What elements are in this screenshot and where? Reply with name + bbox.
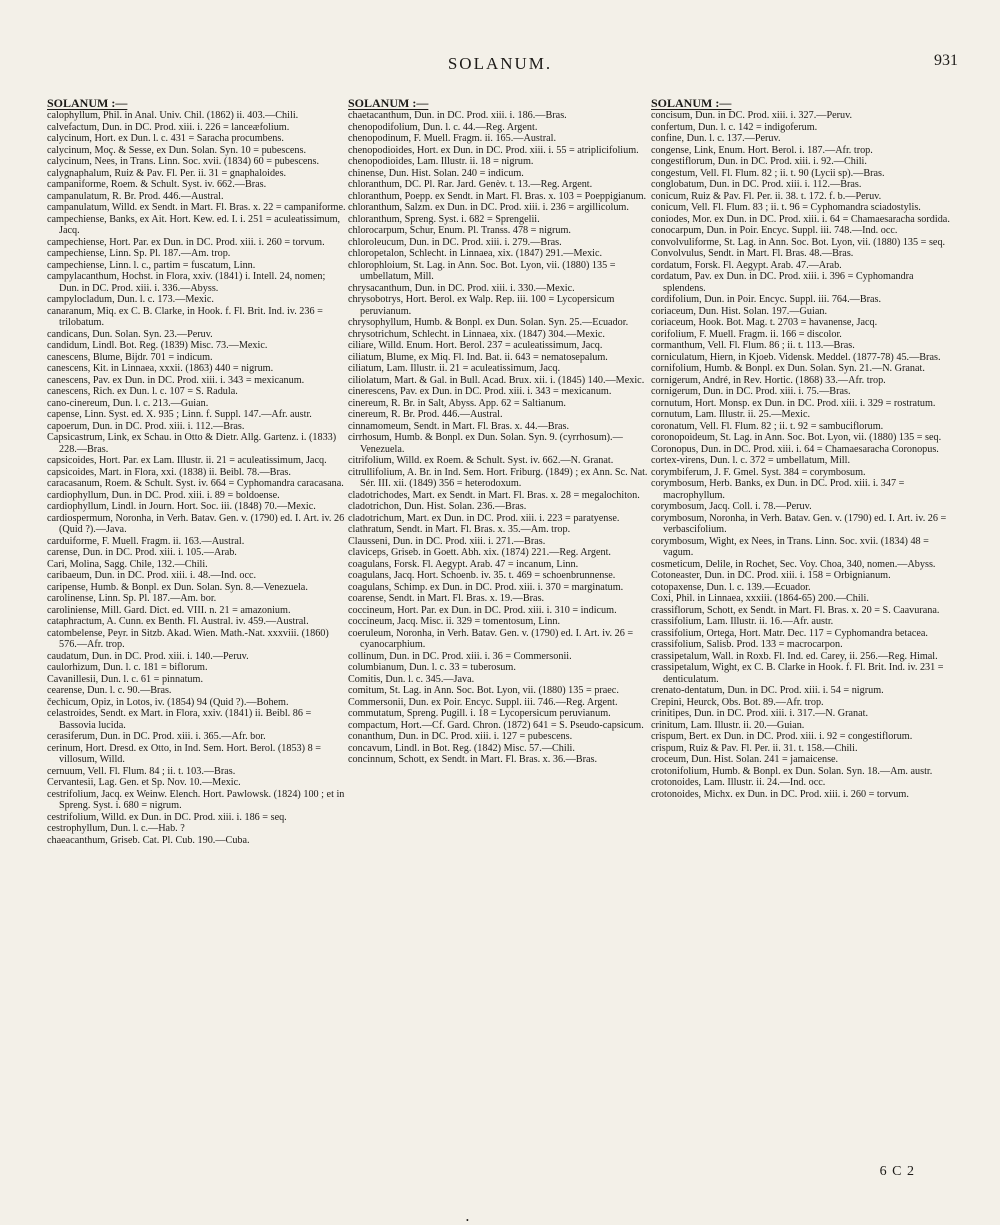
index-entry: comitum, St. Lag. in Ann. Soc. Bot. Lyon, vii. (1880) 135 = praec.	[348, 685, 619, 696]
page-number: 931	[934, 52, 958, 69]
index-entry: cinereum, R. Br. Prod. 446.—Austral.	[348, 409, 503, 420]
index-entry: clathratum, Sendt. in Mart. Fl. Bras. x. 35.—Am. trop.	[348, 524, 571, 535]
index-entry: canescens, Pav. ex Dun. in DC. Prod. xiii. i. 343 = mexicanum.	[47, 374, 305, 386]
index-entry: crispum, Ruiz & Pav. Fl. Per. ii. 31. t. 158.—Chili.	[651, 742, 858, 754]
index-entry: corymbosum, Jacq. Coll. i. 78.—Peruv.	[651, 501, 812, 512]
index-entry: crassiflorum, Schott, ex Sendt. in Mart. Fl. Bras. x. 20 = S. Caavurana.	[651, 604, 940, 616]
index-entry: cosmeticum, Delile, in Rochet, Sec. Voy. Choa, 340, nomen.—Abyss.	[651, 558, 936, 570]
index-entry: cotopaxense, Dun. l. c. 139.—Ecuador.	[651, 581, 811, 593]
index-entry: chloranthum, Spreng. Syst. i. 682 = Sprengelii.	[348, 213, 540, 225]
index-entry: chenopodioides, Hort. ex Dun. in DC. Prod. xiii. i. 55 = atriplicifolium.	[348, 144, 639, 156]
index-entry: cladotrichodes, Mart. ex Sendt. in Mart. Fl. Bras. x. 28 = megalochiton.	[348, 489, 640, 501]
index-entry: cearense, Dun. l. c. 90.—Bras.	[47, 685, 172, 696]
index-entry: campechiense, Linn. l. c., partim = fuscatum, Linn.	[47, 259, 256, 271]
index-entry: canescens, Blume, Bijdr. 701 = indicum.	[47, 351, 213, 363]
index-entry: caribaeum, Dun. in DC. Prod. xiii. i. 48.—Ind. occ.	[47, 570, 257, 581]
index-entry: carolinense, Linn. Sp. Pl. 187.—Am. bor.	[47, 593, 217, 604]
column-2	[348, 97, 648, 1167]
index-entry: Cervantesii, Lag. Gen. et Sp. Nov. 10.—Mexic.	[47, 777, 241, 788]
index-entry: Cari, Molina, Sagg. Chile, 132.—Chili.	[47, 558, 208, 570]
index-entry: cladotrichum, Mart. ex Dun. in DC. Prod. xiii. i. 223 = paratyense.	[348, 512, 620, 524]
index-entry: ciliatum, Lam. Illustr. ii. 21 = aculeatissimum, Jacq.	[348, 363, 561, 374]
index-entry: conocarpum, Dun. in Poir. Encyc. Suppl. iii. 748.—Ind. occ.	[651, 225, 898, 236]
index-entry: candidum, Lindl. Bot. Reg. (1839) Misc. 73.—Mexic.	[47, 340, 268, 351]
index-entry: congestum, Vell. Fl. Flum. 82 ; ii. t. 90 (Lycii sp).—Bras.	[651, 167, 885, 179]
column-heading: SOLANUM :—	[47, 97, 128, 110]
index-entry: caulorhizum, Dun. l. c. 181 = biflorum.	[47, 662, 208, 673]
index-entry: calycinum, Moç. & Sesse, ex Dun. Solan. Syn. 10 = pubescens.	[47, 144, 306, 156]
index-entry: congense, Link, Enum. Hort. Berol. i. 187.—Afr. trop.	[651, 144, 873, 156]
index-entry: chenopodifolium, Dun. l. c. 44.—Reg. Argent.	[348, 121, 538, 133]
index-entry: crotonoides, Michx. ex Dun. in DC. Prod. xiii. i. 260 = torvum.	[651, 788, 909, 800]
index-entry: cinerescens, Pav. ex Dun. in DC. Prod. xiii. i. 343 = mexicanum.	[348, 386, 612, 397]
index-entry: corymbiferum, J. F. Gmel. Syst. 384 = corymbosum.	[651, 466, 866, 478]
index-entry: čechicum, Opiz, in Lotos, iv. (1854) 94 (Quid ?).—Bohem.	[47, 696, 289, 708]
index-entry: caripense, Humb. & Bonpl. ex Dun. Solan. Syn. 8.—Venezuela.	[47, 581, 308, 593]
index-entry: claviceps, Griseb. in Goett. Abh. xix. (1874) 221.—Reg. Argent.	[348, 547, 611, 558]
index-entry: calophyllum, Phil. in Anal. Univ. Chil. (1862) ii. 403.—Chili.	[47, 110, 299, 121]
index-entry: cestrifolium, Jacq. ex Weinw. Elench. Hort. Pawlowsk. (1824) 100 ; et in Spreng. Syst. i. 680 = nigrum.	[47, 788, 345, 811]
index-entry: cardiophyllum, Dun. in DC. Prod. xiii. i. 89 = boldoense.	[47, 489, 280, 501]
index-entry: campechiense, Linn. Sp. Pl. 187.—Am. trop.	[47, 248, 231, 259]
index-entry: crassipetalum, Wight, ex C. B. Clarke in Hook. f. Fl. Brit. Ind. iv. 231 = denticulatum.	[651, 662, 944, 685]
index-entry: crassipetalum, Wall. in Roxb. Fl. Ind. ed. Carey, ii. 256.—Reg. Himal.	[651, 650, 938, 662]
index-entry: caudatum, Dun. in DC. Prod. xiii. i. 140.—Peruv.	[47, 650, 249, 662]
index-entry: crotonifolium, Humb. & Bonpl. ex Dun. Solan. Syn. 18.—Am. austr.	[651, 765, 933, 777]
column-heading: SOLANUM :—	[651, 97, 732, 110]
index-entry: cordatum, Forsk. Fl. Aegypt. Arab. 47.—Arab.	[651, 259, 842, 271]
index-entry: cerinum, Hort. Dresd. ex Otto, in Ind. Sem. Hort. Berol. (1853) 8 = villosum, Willd.	[47, 742, 321, 765]
index-entry: convolvuliforme, St. Lag. in Ann. Soc. Bot. Lyon, vii. (1880) 135 = seq.	[651, 236, 946, 248]
index-entry: congestiflorum, Dun. in DC. Prod. xiii. i. 92.—Chili.	[651, 156, 867, 167]
index-entry: chinense, Dun. Hist. Solan. 240 = indicum.	[348, 167, 524, 179]
index-entry: corifolium, F. Muell. Fragm. ii. 166 = discolor.	[651, 328, 842, 340]
index-entry: coriaceum, Dun. Hist. Solan. 197.—Guian.	[651, 305, 827, 317]
index-entry: campechiense, Hort. Par. ex Dun. in DC. Prod. xiii. i. 260 = torvum.	[47, 236, 325, 248]
index-entry: conglobatum, Dun. in DC. Prod. xiii. i. 112.—Bras.	[651, 179, 862, 190]
index-entry: canescens, Kit. in Linnaea, xxxii. (1863) 440 = nigrum.	[47, 363, 274, 374]
column-heading: SOLANUM :—	[348, 97, 429, 110]
index-entry: conicum, Ruiz & Pav. Fl. Per. ii. 38. t. 172. f. b.—Peruv.	[651, 190, 882, 202]
index-entry: campaniforme, Roem. & Schult. Syst. iv. 662.—Bras.	[47, 179, 267, 190]
index-entry: Comitis, Dun. l. c. 345.—Java.	[348, 673, 475, 685]
index-entry: crassifolium, Salisb. Prod. 133 = macrocarpon.	[651, 639, 843, 650]
index-entry: coccineum, Jacq. Misc. ii. 329 = tomentosum, Linn.	[348, 616, 561, 627]
index-entry: capoerum, Dun. in DC. Prod. xiii. i. 112.—Bras.	[47, 420, 245, 432]
index-entry: Crepini, Heurck, Obs. Bot. 89.—Afr. trop.	[651, 696, 824, 708]
index-entry: coronatum, Vell. Fl. Flum. 82 ; ii. t. 92 = sambuciflorum.	[651, 420, 884, 432]
index-entry: chloranthum, Poepp. ex Sendt. in Mart. Fl. Bras. x. 103 = Poeppigianum.	[348, 190, 647, 202]
index-entry: cardiospermum, Noronha, in Verh. Batav. Gen. v. (1790) ed. I. Art. iv. 26 (Quid ?).—Java.	[47, 512, 345, 535]
index-entry: campechiense, Banks, ex Ait. Hort. Kew. ed. I. i. 251 = aculeatissimum, Jacq.	[47, 213, 341, 236]
index-entry: cordifolium, Dun. in Poir. Encyc. Suppl. iii. 764.—Bras.	[651, 294, 882, 305]
index-entry: coronopoideum, St. Lag. in Ann. Soc. Bot. Lyon, vii. (1880) 135 = seq.	[651, 432, 942, 443]
index-entry: chloropetalon, Schlecht. in Linnaea, xix. (1847) 291.—Mexic.	[348, 248, 603, 259]
column-3	[651, 97, 951, 1167]
index-entry: ciliare, Willd. Enum. Hort. Berol. 237 = aculeatissimum, Jacq.	[348, 340, 603, 351]
index-entry: chloranthum, Salzm. ex Dun. in DC. Prod. xiii. i. 236 = argillicolum.	[348, 202, 629, 213]
index-entry: celastroides, Sendt. ex Mart. in Flora, xxiv. (1841) ii. Beibl. 86 = Bassovia lucida.	[47, 708, 312, 731]
index-entry: concavum, Lindl. in Bot. Reg. (1842) Misc. 57.—Chili.	[348, 742, 575, 754]
index-entry: crinitipes, Dun. in DC. Prod. xiii. i. 317.—N. Granat.	[651, 708, 869, 719]
index-entry: cirrhosum, Humb. & Bonpl. ex Dun. Solan. Syn. 9. (cyrrhosum).—Venezuela.	[348, 432, 623, 455]
index-entry: Coronopus, Dun. in DC. Prod. xiii. i. 64 = Chamaesaracha Coronopus.	[651, 443, 939, 455]
index-entry: Cavanillesii, Dun. l. c. 61 = pinnatum.	[47, 673, 203, 685]
index-entry: cardiophyllum, Lindl. in Journ. Hort. Soc. iii. (1848) 70.—Mexic.	[47, 501, 316, 512]
index-entry: calvefactum, Dun. in DC. Prod. xiii. i. 226 = lanceæfolium.	[47, 121, 290, 133]
index-entry: cornutum, Lam. Illustr. ii. 25.—Mexic.	[651, 409, 811, 420]
index-entry: commutatum, Spreng. Pugill. i. 18 = Lycopersicum peruvianum.	[348, 708, 611, 719]
index-entry: chloranthum, DC. Pl. Rar. Jard. Genèv. t. 13.—Reg. Argent.	[348, 179, 593, 190]
index-entry: columbianum, Dun. l. c. 33 = tuberosum.	[348, 662, 516, 673]
index-entry: coriaceum, Hook. Bot. Mag. t. 2703 = havanense, Jacq.	[651, 317, 878, 328]
index-entry: cordatum, Pav. ex Dun. in DC. Prod. xiii. i. 396 = Cyphomandra splendens.	[651, 271, 914, 294]
index-entry: campanulatum, Willd. ex Sendt. in Mart. Fl. Bras. x. 22 = campaniforme.	[47, 202, 346, 213]
index-entry: carduiforme, F. Muell. Fragm. ii. 163.—Austral.	[47, 535, 245, 547]
index-entry: coarense, Sendt. in Mart. Fl. Bras. x. 19.—Bras.	[348, 593, 545, 604]
index-entry: Cotoneaster, Dun. in DC. Prod. xiii. i. 158 = Orbignianum.	[651, 570, 891, 581]
index-entry: coagulans, Jacq. Hort. Schoenb. iv. 35. t. 469 = schoenbrunnense.	[348, 570, 616, 581]
index-entry: compactum, Hort.—Cf. Gard. Chron. (1872) 641 = S. Pseudo-capsicum.	[348, 719, 644, 731]
index-entry: collinum, Dun. in DC. Prod. xiii. i. 36 = Commersonii.	[348, 650, 572, 662]
index-entry: cornigerum, André, in Rev. Hortic. (1868) 33.—Afr. trop.	[651, 374, 886, 386]
index-entry: ciliolatum, Mart. & Gal. in Bull. Acad. Brux. xii. i. (1845) 140.—Mexic.	[348, 374, 645, 386]
index-entry: croceum, Dun. Hist. Solan. 241 = jamaicense.	[651, 754, 839, 765]
index-entry: chrysophyllum, Humb. & Bonpl. ex Dun. Solan. Syn. 25.—Ecuador.	[348, 317, 629, 328]
index-entry: crispum, Bert. ex Dun. in DC. Prod. xiii. i. 92 = congestiflorum.	[651, 731, 913, 742]
index-entry: corniculatum, Hiern, in Kjoeb. Vidensk. Meddel. (1877-78) 45.—Bras.	[651, 351, 941, 363]
index-entry: concinnum, Schott, ex Sendt. in Mart. Fl. Bras. x. 36.—Bras.	[348, 754, 598, 765]
index-entry: corymbosum, Noronha, in Verh. Batav. Gen. v. (1790) ed. I. Art. iv. 26 = verbascifolium.	[651, 512, 947, 535]
index-entry: cataphractum, A. Cunn. ex Benth. Fl. Austral. iv. 459.—Austral.	[47, 616, 309, 627]
index-entry: chloroleucum, Dun. in DC. Prod. xiii. i. 279.—Bras.	[348, 236, 562, 248]
index-entry: cornigerum, Dun. in DC. Prod. xiii. i. 75.—Bras.	[651, 386, 851, 397]
index-entry: campanulatum, R. Br. Prod. 446.—Austral.	[47, 190, 224, 202]
index-entry: Capsicastrum, Link, ex Schau. in Otto & Dietr. Allg. Gartenz. i. (1833) 228.—Bras.	[47, 432, 337, 455]
index-entry: canaranum, Miq. ex C. B. Clarke, in Hook. f. Fl. Brit. Ind. iv. 236 = trilobatum.	[47, 305, 323, 328]
index-entry: capense, Linn. Syst. ed. X. 935 ; Linn. f. Suppl. 147.—Afr. austr.	[47, 409, 312, 420]
index-entry: cano-cinereum, Dun. l. c. 213.—Guian.	[47, 397, 209, 409]
index-entry: crinitum, Lam. Illustr. ii. 20.—Guian.	[651, 719, 805, 731]
index-entry: calycinum, Nees, in Trans. Linn. Soc. xvii. (1834) 60 = pubescens.	[47, 156, 320, 167]
index-entry: coagulans, Forsk. Fl. Aegypt. Arab. 47 = incanum, Linn.	[348, 558, 579, 570]
index-entry: cornifolium, Humb. & Bonpl. ex Dun. Solan. Syn. 21.—N. Granat.	[651, 363, 925, 374]
index-entry: chrysacanthum, Dun. in DC. Prod. xiii. i. 330.—Mexic.	[348, 282, 575, 294]
index-entry: cinereum, R. Br. in Salt, Abyss. App. 62 = Saltianum.	[348, 397, 566, 409]
index-entry: chenopodinum, F. Muell. Fragm. ii. 165.—Austral.	[348, 133, 557, 144]
index-entry: concisum, Dun. in DC. Prod. xiii. i. 327.—Peruv.	[651, 110, 853, 121]
index-entry: citrifolium, Willd. ex Roem. & Schult. Syst. iv. 662.—N. Granat.	[348, 455, 614, 466]
index-entry: cornutum, Hort. Monsp. ex Dun. in DC. Prod. xiii. i. 329 = rostratum.	[651, 397, 936, 409]
index-entry: chlorocarpum, Schur, Enum. Pl. Transs. 478 = nigrum.	[348, 225, 571, 236]
index-entry: candicans, Dun. Solan. Syn. 23.—Peruv.	[47, 328, 213, 340]
index-entry: capsicoides, Hort. Par. ex Lam. Illustr. ii. 21 = aculeatissimum, Jacq.	[47, 455, 327, 466]
index-entry: corymbosum, Herb. Banks, ex Dun. in DC. Prod. xiii. i. 347 = macrophyllum.	[651, 478, 905, 501]
index-entry: conanthum, Dun. in DC. Prod. xiii. i. 127 = pubescens.	[348, 731, 573, 742]
index-entry: crenato-dentatum, Dun. in DC. Prod. xiii. i. 54 = nigrum.	[651, 685, 884, 696]
index-entry: calygnaphalum, Ruiz & Pav. Fl. Per. ii. 31 = gnaphaloides.	[47, 167, 287, 179]
column-1	[47, 97, 347, 1167]
index-entry: coeruleum, Noronha, in Verh. Batav. Gen. v. (1790) ed. I. Art. iv. 26 = cyanocarphium.	[348, 627, 634, 650]
index-entry: crotonoides, Lam. Illustr. ii. 24.—Ind. occ.	[651, 777, 826, 788]
index-entry: cladotrichon, Dun. Hist. Solan. 236.—Bras.	[348, 501, 527, 512]
index-entry: chlorophloium, St. Lag. in Ann. Soc. Bot. Lyon, vii. (1880) 135 = umbellatum, Mill.	[348, 259, 616, 282]
index-entry: catombelense, Peyr. in Sitzb. Akad. Wien. Math.-Nat. xxxviii. (1860) 576.—Afr. trop.	[47, 627, 329, 650]
index-entry: cinnamomeum, Sendt. in Mart. Fl. Bras. x. 44.—Bras.	[348, 420, 569, 432]
index-entry: capsicoides, Mart. in Flora, xxi. (1838) ii. Beibl. 78.—Bras.	[47, 466, 291, 478]
index-entry: caroliniense, Mill. Gard. Dict. ed. VIII. n. 21 = amazonium.	[47, 604, 291, 616]
index-entry: crassifolium, Ortega, Hort. Matr. Dec. 117 = Cyphomandra betacea.	[651, 627, 928, 639]
index-entry: cestrifolium, Willd. ex Dun. in DC. Prod. xiii. i. 186 = seq.	[47, 811, 287, 823]
index-entry: Commersonii, Dun. ex Poir. Encyc. Suppl. iii. 746.—Reg. Argent.	[348, 696, 618, 708]
index-entry: coniodes, Mor. ex Dun. in DC. Prod. xiii. i. 64 = Chamaesaracha sordida.	[651, 213, 950, 225]
index-entry: chrysotrichum, Schlecht. in Linnaea, xix. (1847) 304.—Mexic.	[348, 328, 605, 340]
index-entry: coccineum, Hort. Par. ex Dun. in DC. Prod. xiii. i. 310 = indicum.	[348, 604, 617, 616]
index-entry: Coxi, Phil. in Linnaea, xxxiii. (1864-65) 200.—Chili.	[651, 593, 869, 604]
index-entry: conicum, Vell. Fl. Flum. 83 ; ii. t. 96 = Cyphomandra sciadostylis.	[651, 202, 921, 213]
running-head: SOLANUM.	[447, 54, 553, 73]
index-entry: confine, Dun. l. c. 137.—Peruv.	[651, 133, 781, 144]
index-entry: cormanthum, Vell. Fl. Flum. 86 ; ii. t. 113.—Bras.	[651, 340, 855, 351]
index-entry: chaetacanthum, Dun. in DC. Prod. xiii. i. 186.—Bras.	[348, 110, 567, 121]
index-entry: cerasiferum, Dun. in DC. Prod. xiii. i. 365.—Afr. bor.	[47, 731, 266, 742]
index-entry: ciliatum, Blume, ex Miq. Fl. Ind. Bat. ii. 643 = nematosepalum.	[348, 351, 608, 363]
index-entry: coagulans, Schimp. ex Dun. in DC. Prod. xiii. i. 370 = marginatum.	[348, 581, 624, 593]
index-entry: citrullifolium, A. Br. in Ind. Sem. Hort. Friburg. (1849) ; ex Ann. Sc. Nat. Sér. III. xii. (1849) 356 = heterodoxum.	[348, 466, 648, 489]
index-entry: campylacanthum, Hochst. in Flora, xxiv. (1841) i. Intell. 24, nomen; Dun. in DC. Prod. xiii. i. 336.—Abyss.	[47, 271, 326, 294]
index-entry: canescens, Rich. ex Dun. l. c. 107 = S. Radula.	[47, 386, 238, 397]
index-entry: cestrophyllum, Dun. l. c.—Hab. ?	[47, 823, 185, 834]
index-entry: corymbosum, Wight, ex Nees, in Trans. Linn. Soc. xvii. (1834) 48 = vagum.	[651, 535, 929, 558]
index-entry: crassifolium, Lam. Illustr. ii. 16.—Afr. austr.	[651, 616, 834, 627]
index-entry: cernuum, Vell. Fl. Flum. 84 ; ii. t. 103.—Bras.	[47, 765, 236, 777]
index-entry: caracasanum, Roem. & Schult. Syst. iv. 664 = Cyphomandra caracasana.	[47, 478, 344, 489]
index-entry: confertum, Dun. l. c. 142 = indigoferum.	[651, 121, 818, 133]
index-entry: cortex-virens, Dun. l. c. 372 = umbellatum, Mill.	[651, 455, 850, 466]
index-entry: Convolvulus, Sendt. in Mart. Fl. Bras. 48.—Bras.	[651, 248, 854, 259]
index-entry: campylocladum, Dun. l. c. 173.—Mexic.	[47, 294, 214, 305]
signature-mark: 6 C 2	[879, 1164, 915, 1179]
index-entry: calycinum, Hort. ex Dun. l. c. 431 = Saracha procumbens.	[47, 133, 284, 144]
index-entry: chenopodioides, Lam. Illustr. ii. 18 = nigrum.	[348, 156, 534, 167]
index-entry: Clausseni, Dun. in DC. Prod. xiii. i. 271.—Bras.	[348, 535, 546, 547]
index-entry: carense, Dun. in DC. Prod. xiii. i. 105.—Arab.	[47, 547, 237, 558]
index-entry: chaeacanthum, Griseb. Cat. Pl. Cub. 190.—Cuba.	[47, 834, 250, 846]
edge-mark: •	[466, 1216, 469, 1225]
index-entry: chrysobotrys, Hort. Berol. ex Walp. Rep. iii. 100 = Lycopersicum peruvianum.	[348, 294, 615, 317]
